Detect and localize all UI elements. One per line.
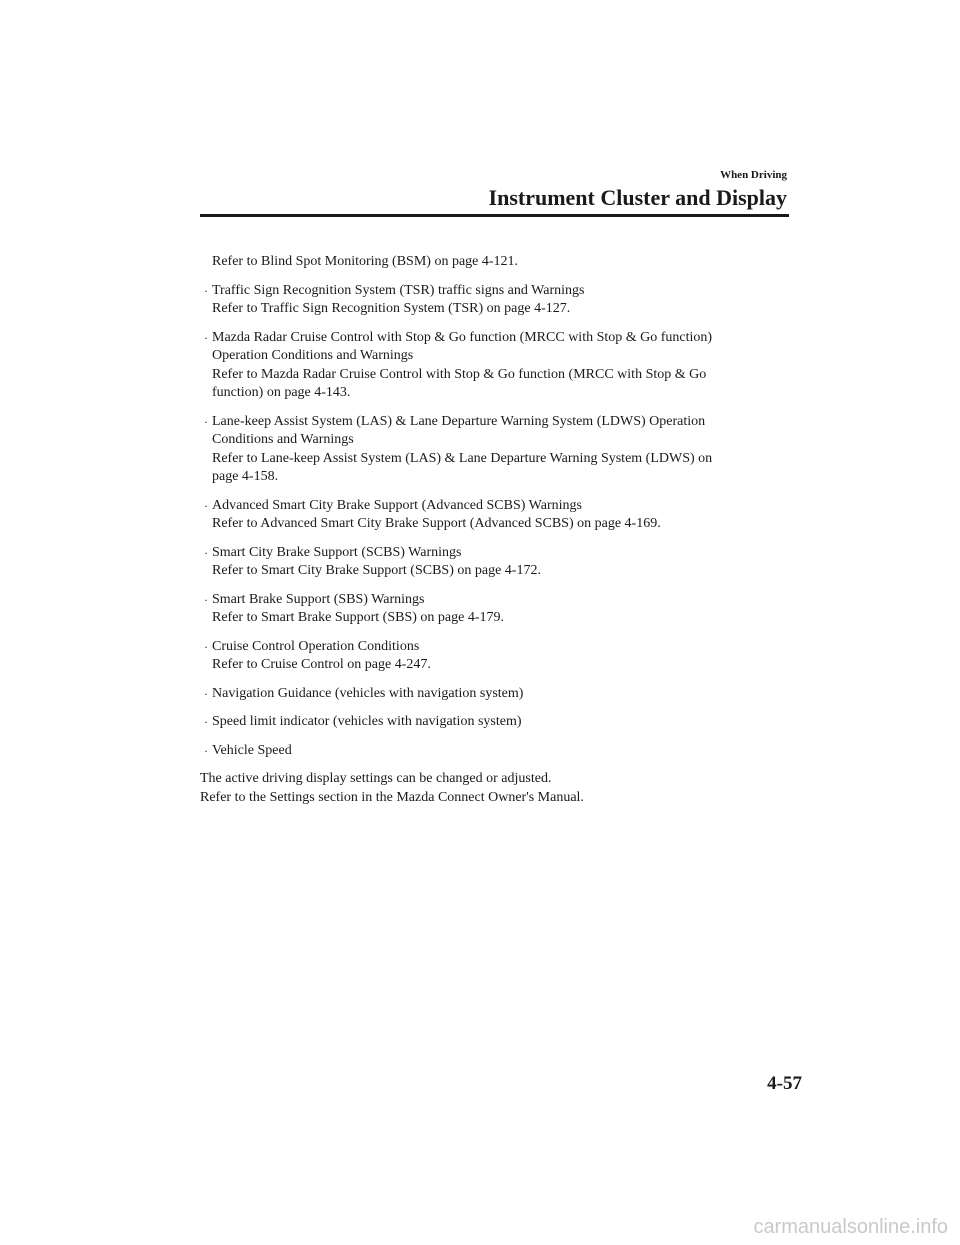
item-line: Refer to Mazda Radar Cruise Control with Stop & Go function (MRCC with Stop & Go <box>212 366 707 382</box>
watermark-text: carmanualsonline.info <box>753 1216 948 1238</box>
item-line: Refer to Traffic Sign Recognition System (TSR) on page 4-127. <box>212 301 571 316</box>
item-line: Refer to Smart Brake Support (SBS) on page 4-179. <box>212 610 505 625</box>
bullet-icon: · <box>204 330 208 345</box>
list-item <box>200 591 800 628</box>
bullet-icon: · <box>204 743 208 758</box>
list-item <box>200 413 800 487</box>
item-line: Navigation Guidance (vehicles with navigation system) <box>212 685 524 701</box>
header-divider <box>200 214 789 217</box>
item-line: Refer to Advanced Smart City Brake Support (Advanced SCBS) on page 4-169. <box>212 516 661 531</box>
item-line: Mazda Radar Cruise Control with Stop & Go function (MRCC with Stop & Go function) <box>212 329 713 345</box>
closing-paragraph <box>200 770 800 807</box>
item-line: Refer to Lane-keep Assist System (LAS) & Lane Departure Warning System (LDWS) on <box>212 450 713 466</box>
section-label: When Driving <box>720 169 787 181</box>
bullet-icon: · <box>204 639 208 654</box>
item-line: Cruise Control Operation Conditions <box>212 638 420 654</box>
item-line: Speed limit indicator (vehicles with navigation system) <box>212 714 522 729</box>
item-line: Refer to Smart City Brake Support (SCBS) on page 4-172. <box>212 563 541 578</box>
page-number: 4-57 <box>767 1073 802 1094</box>
item-line: Smart Brake Support (SBS) Warnings <box>212 591 425 607</box>
list-item <box>200 282 800 319</box>
closing-line: Refer to the Settings section in the Mazda Connect Owner's Manual. <box>200 789 584 805</box>
item-line: Conditions and Warnings <box>212 432 354 447</box>
list-item <box>200 544 800 581</box>
item-line: Lane-keep Assist System (LAS) & Lane Departure Warning System (LDWS) Operation <box>212 413 706 429</box>
bullet-icon: · <box>204 283 208 298</box>
list-item <box>200 638 800 675</box>
bullet-icon: · <box>204 686 208 701</box>
closing-line: The active driving display settings can be changed or adjusted. <box>200 771 552 786</box>
item-line: Traffic Sign Recognition System (TSR) traffic signs and Warnings <box>212 282 585 298</box>
item-line: Smart City Brake Support (SCBS) Warnings <box>212 544 462 560</box>
item-line: Advanced Smart City Brake Support (Advanced SCBS) Warnings <box>212 497 582 513</box>
lead-reference: Refer to Blind Spot Monitoring (BSM) on page 4-121. <box>212 254 519 269</box>
item-line: Vehicle Speed <box>212 742 292 758</box>
list-item <box>200 685 800 704</box>
list-item <box>200 713 800 732</box>
item-line: function) on page 4-143. <box>212 385 351 400</box>
item-line: Refer to Cruise Control on page 4-247. <box>212 657 431 672</box>
bullet-icon: · <box>204 715 208 729</box>
list-item <box>200 329 800 403</box>
item-line: Operation Conditions and Warnings <box>212 348 414 363</box>
page-header <box>200 168 789 212</box>
bullet-icon: · <box>204 414 208 429</box>
item-line: page 4-158. <box>212 469 279 484</box>
bullet-icon: · <box>204 498 208 513</box>
list-item <box>200 742 800 761</box>
bullet-icon: · <box>204 545 208 560</box>
list-item <box>200 497 800 534</box>
bullet-icon: · <box>204 592 208 607</box>
page-content <box>200 253 800 807</box>
chapter-title: Instrument Cluster and Display <box>488 185 787 210</box>
